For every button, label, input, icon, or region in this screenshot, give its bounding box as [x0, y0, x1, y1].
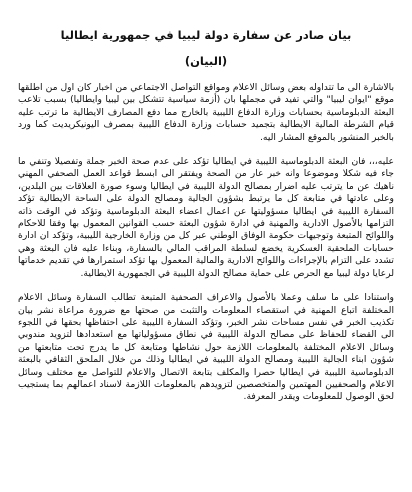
document-subtitle: (البيان) [184, 54, 228, 68]
paragraph-intro: بالاشارة الى ما تتداوله بعض وسائل الاعلام ومواقع التواصل الاجتماعي من اخبار كان اول من اطلقها موقع "ايوان ليبيا" والتي تفيد في مجملها بان (أزمة سياسية تتشكل بين ليبيا وايطاليا) بسبب تلاعب البعثة الدبلوماسية بحسابات وزارة الدفاع الليبية بالخارج مما دفع المصارف الايطالية ما ترتب عليه قيام الشرطة المالية الايطالية بتجميد حسابات وزارة الدفاع الليبية بمصرف اليونيكريديت كما ورد بالخبر المنشور بالموقع المشار اليه. [18, 82, 394, 143]
paragraph-demands: واستنادا على ما سلف وعملا بالأصول والاعراف الصحفية المتبعة تطالب السفارة وسائل الاعلام المختلفة اتباع المهنية في استقصاء المعلومات والتثبت من صحتها مع ضرورة مراعاة نشر بيان تكذيب الخبر في نفس مساحات نشر الخبر، وتؤكد السفارة الليبية على احتفاظها بحقها في اللجوء الى القضاء للحفاظ على مصالح الدولة الليبية في نطاق مسؤولياتها مع استعدادها لتزويد مندوبي وسائل الاعلام المختلفة بالمعلومات اللازمة حول نشاطها ومتابعة كل ما يدرج تحت متابعتها من شؤون ابناء الجالية الليبية ومصالح الدولة الليبية في ايطاليا وذلك من خلال الملحق الثقافي بالبعثة الدبلوماسية الليبية في ايطاليا حصرا والمكلف بتابعة الاتصال والاعلام للتواصل مع مختلف وسائل الاعلام والصحفيين المهتمين والمتخصصين لتزويدهم بالمعلومات اللازمة لاسناد اعمالهم بما يستجيب لحق الوصول للمعلومات ويقدر المعرفة. [18, 292, 394, 403]
document-title: بيان صادر عن سفارة دولة ليبيا في جمهورية ايطاليا [60, 28, 352, 42]
paragraph-denial: عليه،،، فان البعثة الدبلوماسية الليبية في ايطاليا تؤكد على عدم صحة الخبر جملة وتفصيلا وتنفي ما جاء فيه شكلا وموضوعا وانه خبر عار من الصحة ويفتقر الى ابسط قواعد العمل الصحفي المهني ناهيك عن ما يترتب عليه اضرار بمصالح الدولة الليبية في ايطاليا وسوء صورة العلاقات بين البلدين، وعلى عادتها في متابعة كل ما يرتبط بشؤون الجالية ومصالح الدولة على الساحة الايطالية تؤكد السفارة الليبية في ايطاليا مسؤوليتها عن اعمال اعضاء البعثة الدبلوماسية وتؤكد في الوقت ذاته التزامها بالأصول الادارية والمهنية في ادارة شؤون البعثة حسب القوانين المعمول بها وفقا للاحكام واللوائح المتبعة وتوجيهات حكومة الوفاق الوطني عبر كل من وزارة الخارجية الليبية، وتؤكد ان ادارة حسابات الملحقية العسكرية يخضع لسلطة المراقب المالي بالسفارة، وبناءا عليه فان البعثة وهي تشدد على التزام بالإجراءات واللوائح الادارية والمالية المعمول بها تؤكد استمرارها في تقديم خدماتها لرعايا دولة ليبيا مع الحرص على حماية مصالح الدولة الليبية في الجمهورية الايطالية. [18, 156, 394, 279]
